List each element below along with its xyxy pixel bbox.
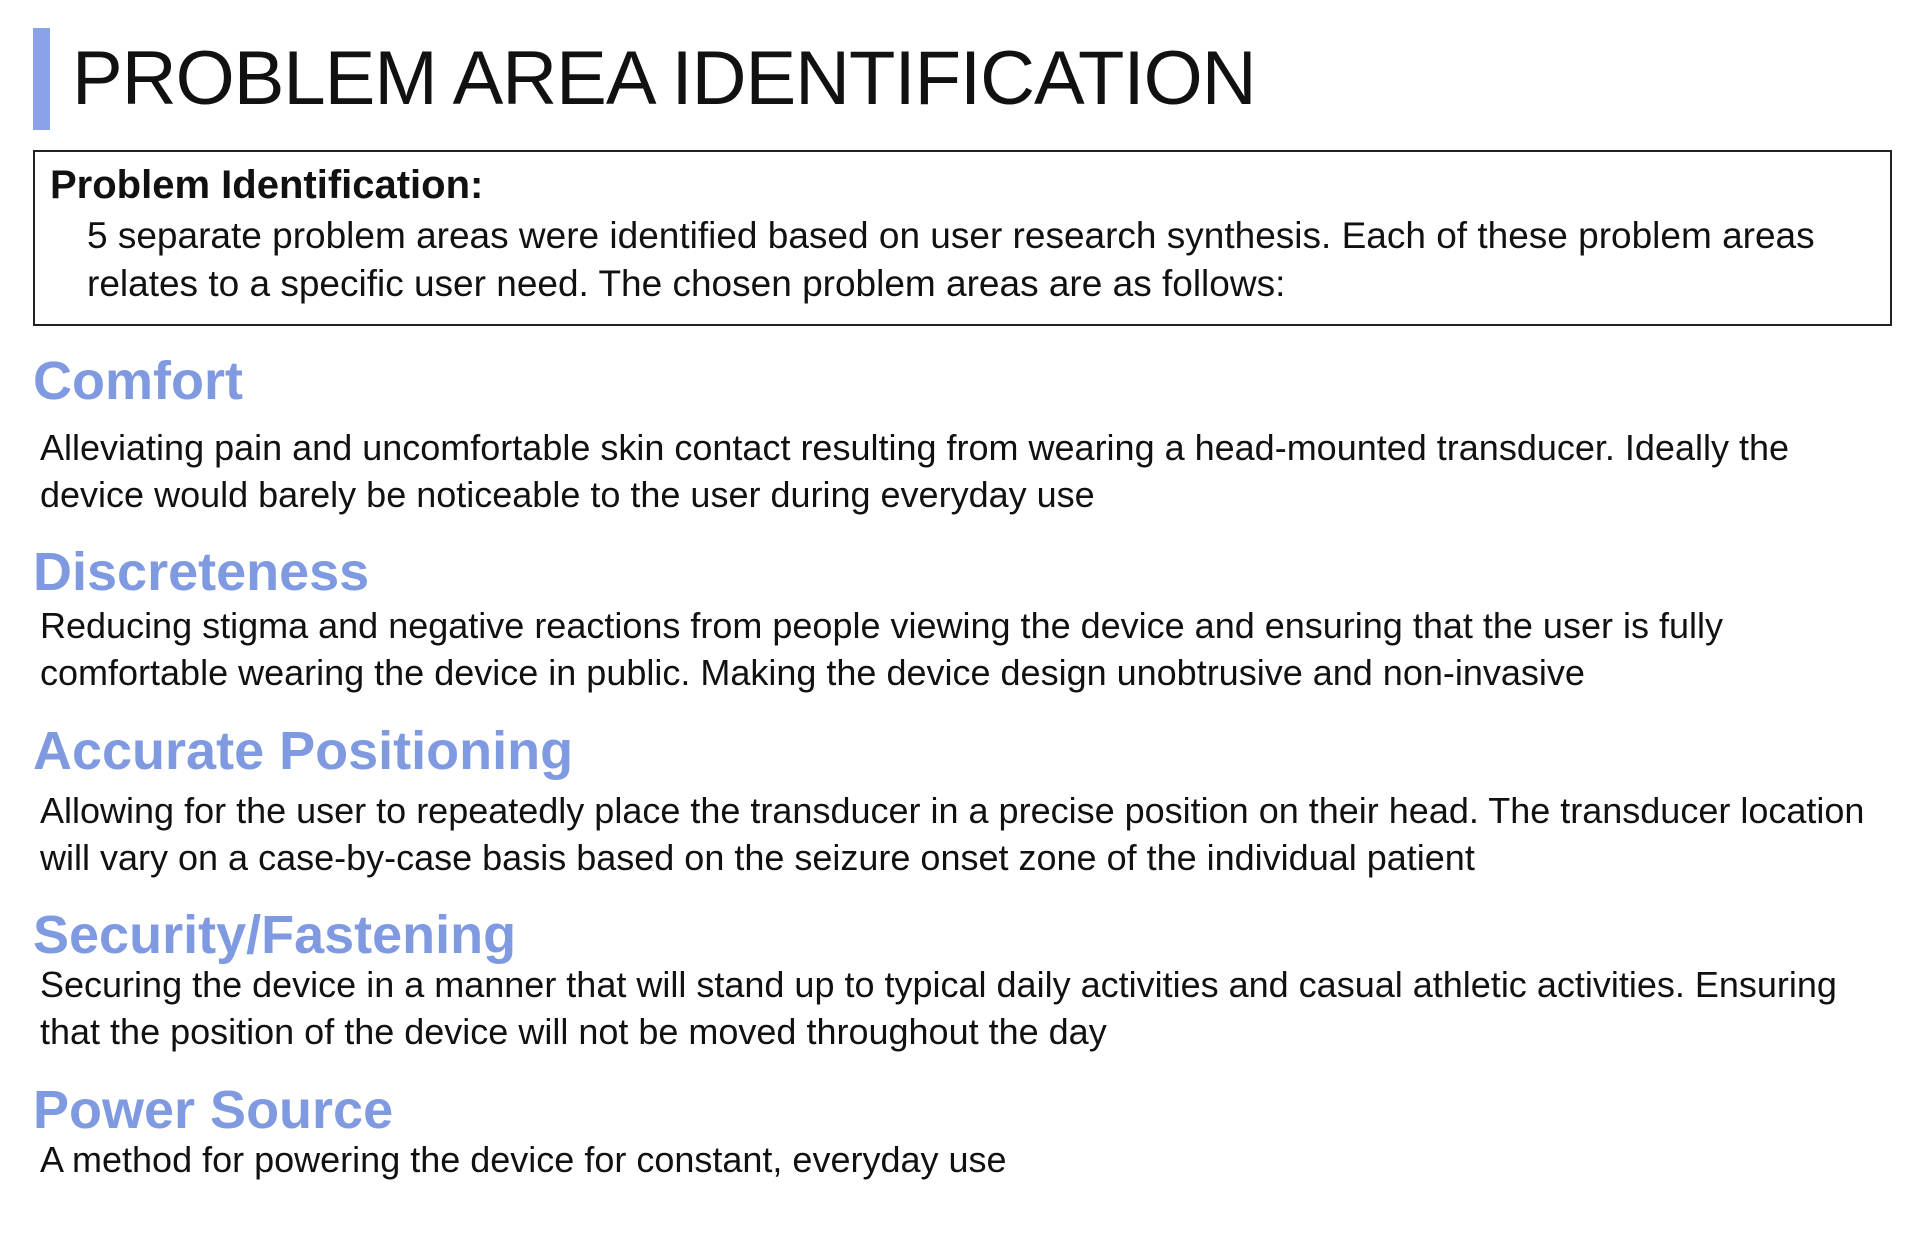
title-accent-bar xyxy=(33,28,50,130)
section-body-security-fastening: Securing the device in a manner that will stand up to typical daily activities and casual athletic activities. Ensuring that the position of the device will not be moved throughout the day xyxy=(40,964,1837,1053)
intro-body: 5 separate problem areas were identified based on user research synthesis. Each of these problem areas relates to a specific user need. The chosen problem areas are as follows: xyxy=(87,215,1815,304)
section-security-fastening xyxy=(33,906,1893,1055)
section-title-accurate-positioning: Accurate Positioning xyxy=(33,721,574,781)
section-body-power-source: A method for powering the device for constant, everyday use xyxy=(40,1139,1007,1181)
section-body-accurate-positioning: Allowing for the user to repeatedly place the transducer in a precise position on their head. The transducer location will vary on a case-by-case basis based on the seizure onset zone of the individual patient xyxy=(40,790,1865,879)
page-header xyxy=(33,28,1256,130)
problem-identification-box xyxy=(33,150,1892,326)
section-comfort xyxy=(33,352,1893,518)
section-power-source xyxy=(33,1081,1893,1183)
section-title-discreteness: Discreteness xyxy=(33,542,370,602)
section-title-security-fastening: Security/Fastening xyxy=(33,905,517,965)
section-body-discreteness: Reducing stigma and negative reactions from people viewing the device and ensuring that the user is fully comfortable wearing the device in public. Making the device design unobtrusive and non-invasive xyxy=(40,605,1723,694)
intro-heading: Problem Identification: xyxy=(50,163,484,207)
section-body-comfort: Alleviating pain and uncomfortable skin contact resulting from wearing a head-mounted transducer. Ideally the device would barely be noticeable to the user during everyday use xyxy=(40,427,1790,516)
page-title: PROBLEM AREA IDENTIFICATION xyxy=(72,36,1256,121)
section-accurate-positioning xyxy=(33,722,1893,881)
section-discreteness xyxy=(33,543,1893,696)
section-title-comfort: Comfort xyxy=(33,351,243,411)
section-title-power-source: Power Source xyxy=(33,1080,394,1140)
